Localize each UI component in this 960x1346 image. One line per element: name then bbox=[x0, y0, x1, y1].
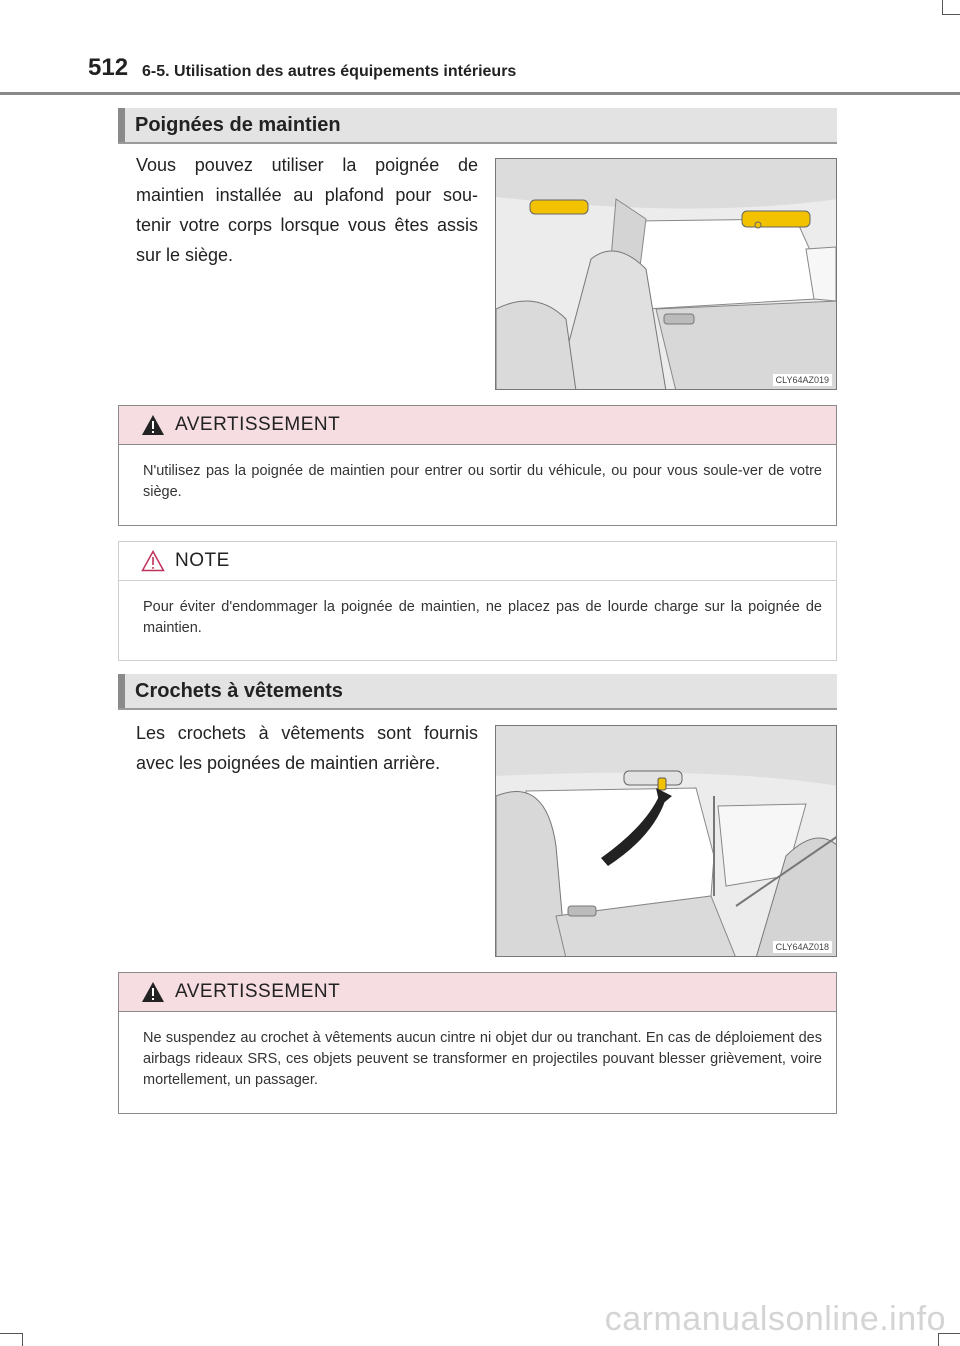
warning-box-grab-handles bbox=[118, 405, 837, 526]
warning-triangle-icon bbox=[141, 414, 165, 436]
crop-mark bbox=[942, 14, 960, 15]
warning-text: Ne suspendez au crochet à vêtements aucun cintre ni objet dur ou tranchant. En cas de déploiement des airbags rideaux SRS, ces objets peuvent se transformer en projectiles pouvant blesser grièvement, voire mortellement, un passager. bbox=[143, 1030, 822, 1088]
warning-box-coat-hooks bbox=[118, 972, 837, 1114]
crop-mark bbox=[942, 0, 943, 14]
page-number: 512 bbox=[88, 54, 129, 81]
section-body-text: Vous pouvez utiliser la poignée de maintien installée au plafond pour sou-tenir votre corps lorsque vous êtes assis sur le siège. bbox=[136, 155, 478, 265]
figure-grab-handles bbox=[495, 158, 837, 390]
warning-triangle-icon bbox=[141, 981, 165, 1003]
interior-illustration-grab-handles bbox=[496, 159, 837, 390]
header-divider bbox=[0, 92, 960, 95]
section-header-coat-hooks bbox=[118, 674, 837, 710]
chapter-title: 6-5. Utilisation des autres équipements intérieurs bbox=[142, 63, 517, 80]
figure-code: CLY64AZ019 bbox=[773, 374, 832, 386]
section-title: Poignées de maintien bbox=[135, 114, 341, 136]
section-header-grab-handles bbox=[118, 108, 837, 144]
caution-triangle-icon bbox=[141, 550, 165, 572]
note-text: Pour éviter d'endommager la poignée de maintien, ne placez pas de lourde charge sur la poignée de maintien. bbox=[143, 599, 822, 636]
warning-header bbox=[119, 406, 836, 445]
crop-mark bbox=[22, 1333, 23, 1346]
warning-label: AVERTISSEMENT bbox=[175, 981, 341, 1002]
crop-mark bbox=[0, 1333, 22, 1334]
figure-coat-hooks bbox=[495, 725, 837, 957]
interior-illustration-coat-hook bbox=[496, 726, 837, 957]
section-accent bbox=[118, 674, 125, 708]
note-label: NOTE bbox=[175, 550, 230, 571]
note-header bbox=[119, 542, 836, 581]
warning-label: AVERTISSEMENT bbox=[175, 414, 341, 435]
warning-text: N'utilisez pas la poignée de maintien pour entrer ou sortir du véhicule, ou pour vous soule-ver de votre siège. bbox=[143, 463, 822, 500]
section-title: Crochets à vêtements bbox=[135, 680, 343, 702]
figure-code: CLY64AZ018 bbox=[773, 941, 832, 953]
section-body-text: Les crochets à vêtements sont fournis avec les poignées de maintien arrière. bbox=[136, 723, 478, 773]
watermark: carmanualsonline.info bbox=[604, 1300, 946, 1338]
section-accent bbox=[118, 108, 125, 142]
warning-header bbox=[119, 973, 836, 1012]
note-box bbox=[118, 541, 837, 661]
